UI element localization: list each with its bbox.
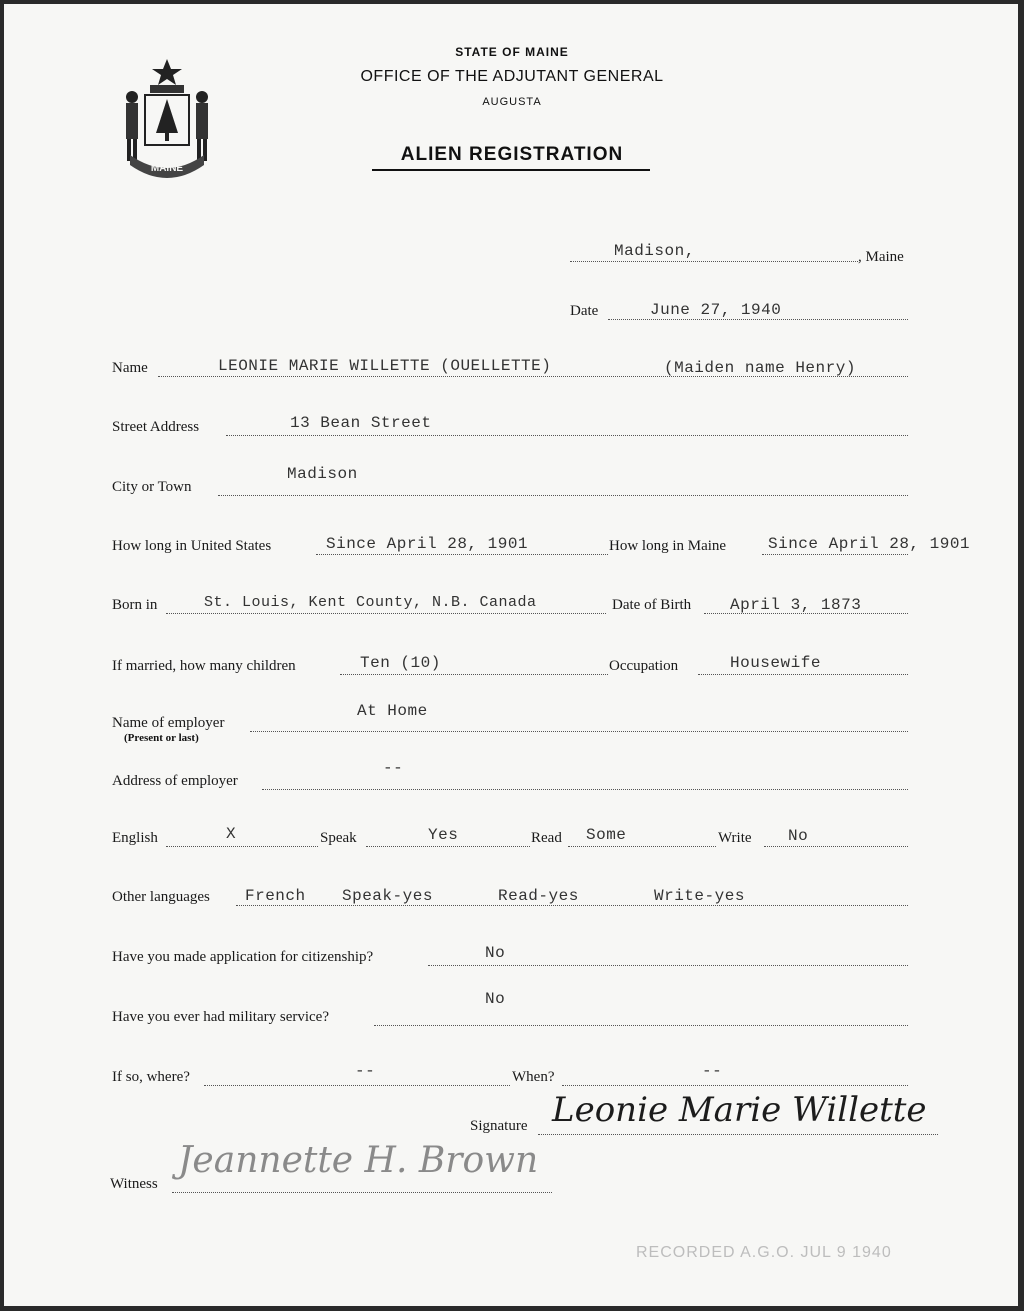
when-label: When? <box>512 1069 555 1085</box>
birthplace-value: St. Louis, Kent County, N.B. Canada <box>204 594 537 611</box>
other-read-value: Read-yes <box>498 887 579 905</box>
state-heading: STATE OF MAINE <box>455 45 569 59</box>
other-languages-label: Other languages <box>112 889 210 905</box>
witness-label: Witness <box>110 1176 158 1192</box>
us-duration-label: How long in United States <box>112 538 272 554</box>
occupation-value: Housewife <box>730 654 821 672</box>
birthplace-label: Born in <box>112 597 158 613</box>
name-label: Name <box>112 360 148 376</box>
street-label: Street Address <box>112 419 200 435</box>
when-value: -- <box>702 1062 723 1080</box>
other-language-value: French <box>245 887 306 905</box>
maine-duration-value: Since April 28, 1901 <box>768 535 971 553</box>
children-label: If married, how many children <box>112 658 296 674</box>
signature-value: Leonie Marie Willette <box>552 1090 927 1130</box>
street-value: 13 Bean Street <box>290 414 432 432</box>
employer-address-value: -- <box>383 759 404 777</box>
seal-banner-text: MAINE <box>150 163 184 174</box>
title-underline <box>372 169 650 171</box>
speak-label: Speak <box>320 830 357 846</box>
english-value: X <box>226 825 237 843</box>
write-value: No <box>788 827 809 845</box>
other-write-value: Write-yes <box>654 887 745 905</box>
maiden-name-value: (Maiden name Henry) <box>664 359 856 377</box>
city-label: City or Town <box>112 479 192 495</box>
speak-value: Yes <box>428 826 459 844</box>
form-title: ALIEN REGISTRATION <box>400 144 624 165</box>
city-heading: AUGUSTA <box>482 96 542 108</box>
write-label: Write <box>718 830 752 846</box>
birthdate-label: Date of Birth <box>612 597 692 613</box>
military-label: Have you ever had military service? <box>112 1009 329 1025</box>
citizenship-label: Have you made application for citizenship? <box>112 949 374 965</box>
birthdate-value: April 3, 1873 <box>730 596 862 614</box>
location-value: Madison, <box>614 242 695 260</box>
employer-label: Name of employer <box>112 715 225 731</box>
signature-label: Signature <box>470 1118 528 1134</box>
city-value: Madison <box>287 465 358 483</box>
english-label: English <box>112 830 158 846</box>
citizenship-value: No <box>485 944 506 962</box>
date-label: Date <box>570 303 599 319</box>
employer-sublabel: (Present or last) <box>124 732 199 744</box>
witness-signature: Jeannette H. Brown <box>178 1140 539 1181</box>
where-label: If so, where? <box>112 1069 190 1085</box>
maine-duration-label: How long in Maine <box>609 538 727 554</box>
employer-address-label: Address of employer <box>112 773 238 789</box>
other-speak-value: Speak-yes <box>342 887 433 905</box>
us-duration-value: Since April 28, 1901 <box>326 535 529 553</box>
read-value: Some <box>586 826 627 844</box>
name-value: LEONIE MARIE WILLETTE (OUELLETTE) <box>218 357 552 375</box>
read-label: Read <box>531 830 562 846</box>
military-value: No <box>485 990 506 1008</box>
location-suffix: , Maine <box>858 249 904 265</box>
employer-value: At Home <box>357 702 428 720</box>
date-value: June 27, 1940 <box>650 301 782 319</box>
children-value: Ten (10) <box>360 654 441 672</box>
where-value: -- <box>355 1062 376 1080</box>
recorded-stamp: RECORDED A.G.O. JUL 9 1940 <box>636 1244 892 1261</box>
occupation-label: Occupation <box>609 658 679 674</box>
office-heading: OFFICE OF THE ADJUTANT GENERAL <box>360 68 664 85</box>
